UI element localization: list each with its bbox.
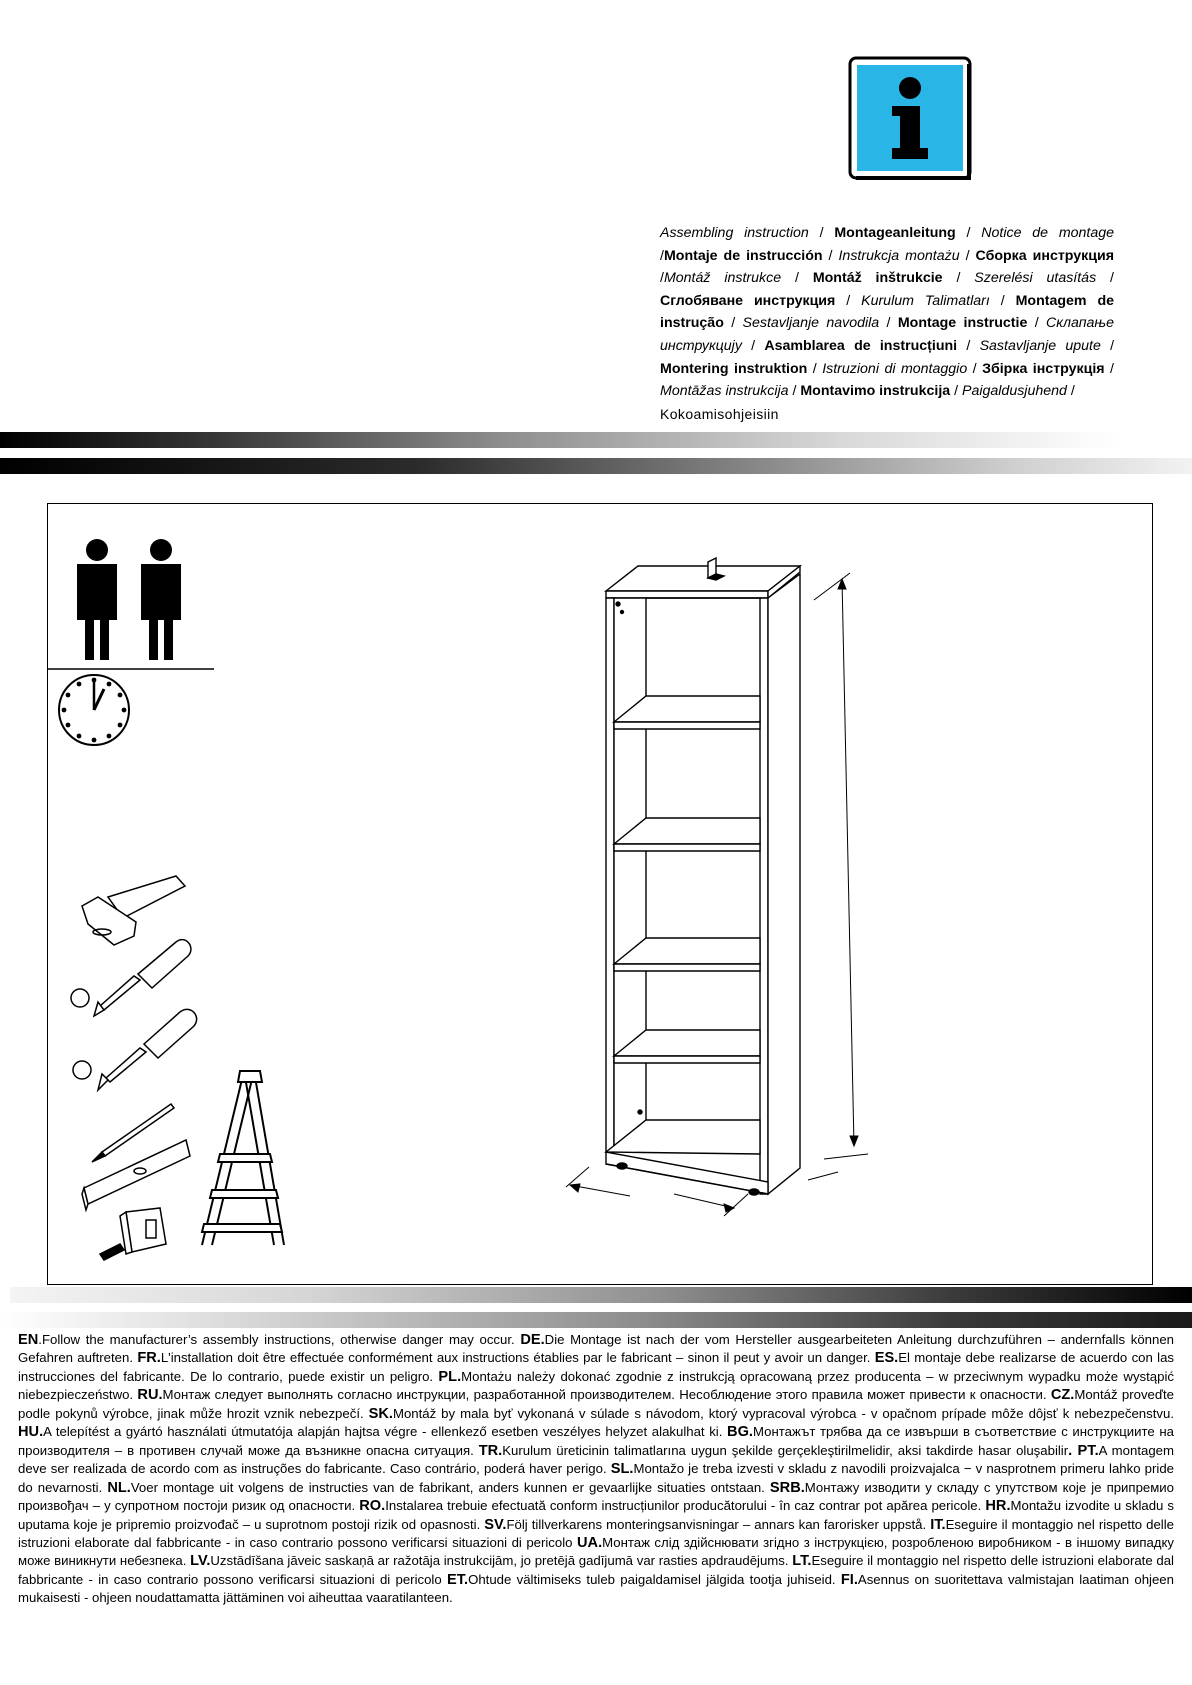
title-segment: / (942, 270, 975, 287)
language-code: TR. (478, 1442, 503, 1459)
multilingual-warning (18, 1331, 1174, 1608)
language-code: PL. (438, 1368, 462, 1385)
language-code: ET. (446, 1571, 469, 1588)
title-segment: / (950, 383, 962, 400)
title-last-line: Kokoamisohjeisiin (660, 405, 779, 422)
title-segment: / (989, 292, 1016, 309)
language-code: SK. (368, 1405, 393, 1422)
illustration-frame (47, 503, 1153, 1285)
language-code: LT. (792, 1553, 812, 1570)
warning-text: Asennus on suoritettava valmistajan laatiman ohjeen mukaisesti - ohjeen noudattamatta jättäminen voi aiheuttaa vaaratilanteen. (18, 1571, 1174, 1606)
warning-text: A montagem deve ser realizada de acordo com as instruções do fabricante. Caso contrário, poderá haver perigo. (18, 1442, 1174, 1477)
warning-text: Instalarea trebuie efectuată conform instrucțiunilor producătorului - în caz contrar pot apărea pericole. (385, 1498, 986, 1514)
title-segment: Paigaldusjuhend (961, 383, 1067, 400)
title-segment: Instrukcja montażu (838, 247, 960, 264)
spirit-level-icon (82, 1140, 190, 1210)
warning-text: Montáž proveďte podle pokynů výrobce, jinak může hrozit vznik nebezpečí. (18, 1387, 1174, 1421)
language-code: EN (18, 1332, 39, 1348)
warning-text: Монтаж слід здійснювати згідно з інструкцією, розробленою виробником - в іншому випадку може виникнути небезпека. (18, 1534, 1174, 1569)
title-segment: Notice de montage (981, 225, 1115, 241)
title-segment: Сглобяване инструкция (660, 292, 836, 309)
title-segment: / (835, 292, 862, 309)
title-segment: / (660, 247, 664, 264)
title-segment: Istruzioni di montaggio (822, 360, 968, 377)
title-segment: Сборка инструкция (975, 247, 1114, 264)
title-segment: Sastavljanje upute (979, 337, 1101, 354)
warning-text: Монтажу изводити у складу с упутством које је припремио произвођач – у супротном постоји ризик од опасности. (18, 1479, 1175, 1514)
hammer-icon (82, 876, 185, 945)
title-segment: Asamblarea de instrucțiuni (764, 337, 958, 354)
title-segment: Montaje de instrucción (663, 247, 823, 264)
language-code: FI. (840, 1571, 858, 1588)
phillips-screwdriver-icon (73, 1009, 197, 1090)
warning-text: L'installation doit être effectuée conformément aux instructions établies par le fabricant – sinon il peut y avoir un danger. (160, 1350, 875, 1366)
title-segment: / (1104, 360, 1114, 377)
warning-text: Uzstādīšana jāveic saskaņā ar ražotāja instrukcijām, jo pretējā gadījumā var rasties apdraudējums. (210, 1553, 793, 1569)
warning-text: Följ tillverkarens monteringsanvisningar – annars kan farorisker uppstå. (506, 1516, 931, 1532)
language-code: HU. (18, 1424, 44, 1441)
title-segment: / (1066, 383, 1075, 400)
title-segment: / (1027, 315, 1047, 332)
title-segment: / (1100, 337, 1115, 354)
title-segment: / (808, 225, 835, 241)
title-segment: / (967, 360, 983, 377)
info-icon (848, 56, 972, 180)
language-code: RO. (359, 1498, 386, 1515)
warning-text: A telepítést a gyártó használati útmutatója alapján hajtsa végre - ellenkező esetben veszélyes helyzet alakulhat ki. (43, 1424, 728, 1440)
title-segment: / (741, 337, 765, 354)
title-block (660, 222, 1114, 425)
warning-text: Voer montage uit volgens de instructies van de fabrikant, anders kunnen er gevaarlijke situaties ontstaan. (130, 1479, 770, 1495)
language-code: . PT. (1068, 1442, 1099, 1459)
language-code: FR. (137, 1350, 161, 1367)
warning-text: Die Montage ist nach der vom Hersteller ausgearbeiteten Anleitung durchzuführen – andernfalls können Gefahren auftreten. (18, 1332, 1174, 1366)
flat-screwdriver-icon (71, 940, 191, 1016)
title-segment: / (955, 225, 982, 241)
title-segment: Montāžas instrukcija (660, 383, 789, 400)
warning-text: El montaje debe realizarse de acuerdo con las instrucciones del fabricante. De lo contrario, puede existir un peligro. (18, 1350, 1175, 1384)
language-code: SL. (610, 1461, 634, 1478)
language-code: ES. (874, 1350, 899, 1367)
warning-text: Montažu izvodite u skladu s uputama koje je pripremio proizvođač – u suprotnom postoji rizik od opasnosti. (18, 1498, 1175, 1532)
warning-text: Ohtude vältimiseks tuleb paigaldamisel jälgida tootja juhiseid. (468, 1571, 841, 1587)
title-segment: / (959, 247, 976, 264)
gradient-divider-1 (0, 432, 1120, 448)
title-segment: Montageanleitung (834, 225, 956, 241)
title-segment: Збірка інструкція (982, 360, 1105, 377)
title-segment: / (1096, 270, 1114, 287)
person-icon (77, 539, 117, 660)
language-code: LV. (190, 1553, 211, 1570)
title-segment: Склапање инструкцију (660, 315, 1115, 354)
gradient-divider-3 (10, 1287, 1192, 1303)
warning-text: Kurulum üreticinin talimatlarına uygun şekilde gerçekleştirilmelidir, aksi takdirde hasar oluşabilir (502, 1442, 1069, 1458)
title-segment: Montagem de instrução (660, 292, 1115, 332)
warning-text: Montażu należy dokonać zgodnie z instrukcją opracowaną przez producenta – w przeciwnym wypadku może wystąpić niebezpieczeństwo. (18, 1368, 1175, 1403)
warning-text: Eseguire il montaggio nel rispetto delle istruzioni elaborate dal fabbricante - in caso contrario possono verificarsi situazioni di pericolo (18, 1516, 1174, 1550)
title-segment: / (879, 315, 898, 332)
language-code: NL. (107, 1479, 131, 1496)
language-code: BG. (727, 1424, 753, 1441)
title-segment: Montavimo instrukcija (800, 383, 951, 400)
language-code: HR. (985, 1498, 1011, 1515)
language-code: IT. (930, 1516, 946, 1533)
title-segment: / (781, 270, 813, 287)
title-segment: / (660, 270, 664, 287)
title-segment: Sestavljanje navodila (742, 315, 880, 332)
title-segment: Kurulum Talimatları (861, 292, 990, 309)
warning-text: Монтажът трябва да се извърши в съответствие с инструкциите на производителя – в противен случай може да възникне опасна ситуация. (18, 1424, 1174, 1458)
title-segment: Montage instructie (897, 315, 1028, 332)
language-code: SRB. (769, 1479, 805, 1496)
bookcase-drawing (606, 558, 800, 1195)
title-segment: Montering instruktion (660, 360, 808, 377)
person-icon (141, 539, 181, 660)
warning-text: Монтаж следует выполнять согласно инструкции, разработанной производителем. Несоблюдение этого правила может привести к опасности. (162, 1387, 1051, 1403)
language-code: CZ. (1050, 1387, 1075, 1404)
title-segment: / (807, 360, 823, 377)
title-segment: Montáž instrukce (663, 270, 782, 287)
language-code: UA. (576, 1534, 603, 1551)
clock-icon (59, 675, 129, 745)
warning-text: Montáž by mala byť vykonaná v súlade s návodom, ktorý vypracoval výrobca - v opačnom prípade môže dôjsť k nebezpečenstvu. (392, 1405, 1174, 1421)
language-code: SV. (484, 1516, 507, 1533)
illustration-canvas (48, 504, 1154, 1286)
title-segment: / (723, 315, 743, 332)
gradient-divider-4 (0, 1312, 1192, 1328)
tape-measure-icon (100, 1208, 166, 1260)
title-segment: / (822, 247, 839, 264)
gradient-divider-2 (0, 458, 1192, 474)
title-segment: Szerelési utasítás (974, 270, 1097, 287)
title-segment: / (788, 383, 801, 400)
warning-text: Eseguire il montaggio nel rispetto delle istruzioni elaborate dal fabbricante - in caso contrario possono verificarsi situazioni di pericolo (18, 1553, 1174, 1587)
title-segment: / (957, 337, 980, 354)
warning-text: .Follow the manufacturer’s assembly instructions, otherwise danger may occur. (38, 1332, 521, 1347)
language-code: DE. (520, 1332, 545, 1348)
language-code: RU. (137, 1387, 163, 1404)
title-segment: Montáž inštrukcie (812, 270, 943, 287)
title-segment: Assembling instruction (660, 225, 809, 241)
step-ladder-icon (202, 1071, 284, 1245)
warning-text: Montažo je treba izvesti v skladu z navodili proizvajalca − v nasprotnem primeru lahko pride do nevarnosti. (18, 1461, 1174, 1495)
